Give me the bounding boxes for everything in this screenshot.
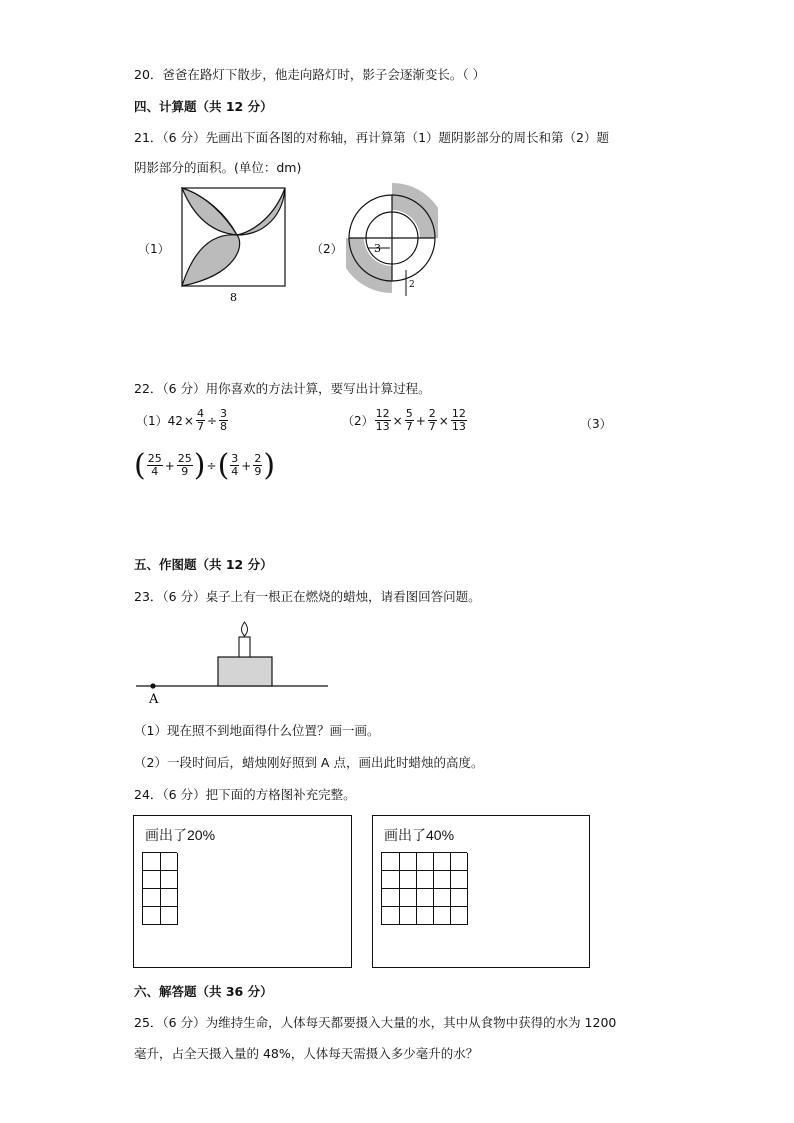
point-a — [150, 683, 155, 688]
question-24-intro: 24．（6 分）把下面的方格图补充完整。 — [134, 787, 356, 802]
problem-3-label: （3） — [580, 417, 612, 431]
square-side-label: 8 — [230, 291, 237, 304]
problem-2: （2） $\frac{12}{13}$ × $\frac{5}{7}$ + $\frac{2}{7}$ × $\frac{12}{13}$ — [342, 407, 466, 433]
shaded-petal-1 — [182, 188, 237, 235]
question-25-line2: 毫升，占全天摄入量的 48%，人体每天需摄入多少毫升的水？ — [134, 1046, 479, 1061]
figure-2-label: （2） — [311, 242, 343, 256]
candle-table-diagram — [134, 618, 334, 706]
shaded-ring-top-right — [392, 183, 438, 238]
shaded-petal-3 — [237, 188, 285, 235]
problem-1: （1） 42 × $\frac{4}{7}$ ÷ $\frac{3}{8}$ — [136, 407, 228, 433]
table — [218, 657, 272, 686]
shaded-petal-2 — [182, 235, 240, 286]
grid-box-1-title: 画出了20% — [145, 827, 216, 843]
radius-label: 3 — [374, 242, 381, 255]
section-5-title: 五、作图题（共 12 分） — [134, 557, 273, 572]
section-6-title: 六、解答题（共 36 分） — [134, 984, 273, 999]
section-4-title: 四、计算题（共 12 分） — [134, 99, 273, 114]
question-21-line2: 阴影部分的面积。(单位：dm) — [134, 160, 302, 175]
problem-3-expression: ( $\frac{25}{4}$ + $\frac{25}{9}$ ) ÷ ( $\frac{3}{4}$ + $\frac{2}{9}$ ) — [134, 448, 276, 483]
flame — [241, 622, 247, 636]
question-23-intro: 23．（6 分）桌子上有一根正在燃烧的蜡烛，请看图回答问题。 — [134, 589, 481, 604]
question-25-line1: 25．（6 分）为维持生命，人体每天都要摄入大量的水，其中从食物中获得的水为 1200 — [134, 1015, 617, 1030]
point-a-label: A — [149, 692, 159, 706]
question-22-intro: 22．（6 分）用你喜欢的方法计算，要写出计算过程。 — [134, 381, 431, 396]
candle — [239, 637, 250, 657]
grid-box-2 — [372, 815, 590, 968]
figure-1-label: （1） — [138, 242, 170, 256]
partial-grid-1 — [142, 852, 177, 925]
figure-1-square-diagram — [175, 185, 305, 305]
shaded-ring-bottom-left — [346, 238, 392, 293]
question-23-sub1: （1）现在照不到地面得什么位置？画一画。 — [134, 723, 380, 738]
width-label: 2 — [409, 280, 415, 290]
figure-2-ring-diagram — [346, 180, 438, 304]
partial-grid-2 — [381, 852, 467, 925]
question-21-line1: 21．（6 分）先画出下面各图的对称轴，再计算第（1）题阴影部分的周长和第（2）题 — [134, 130, 609, 145]
grid-box-1 — [133, 815, 352, 968]
question-20: 20．爸爸在路灯下散步，他走向路灯时，影子会逐渐变长。（ ） — [134, 67, 486, 82]
question-23-sub2: （2）一段时间后，蜡烛刚好照到 A 点，画出此时蜡烛的高度。 — [134, 755, 484, 770]
grid-box-2-title: 画出了40% — [384, 827, 455, 843]
